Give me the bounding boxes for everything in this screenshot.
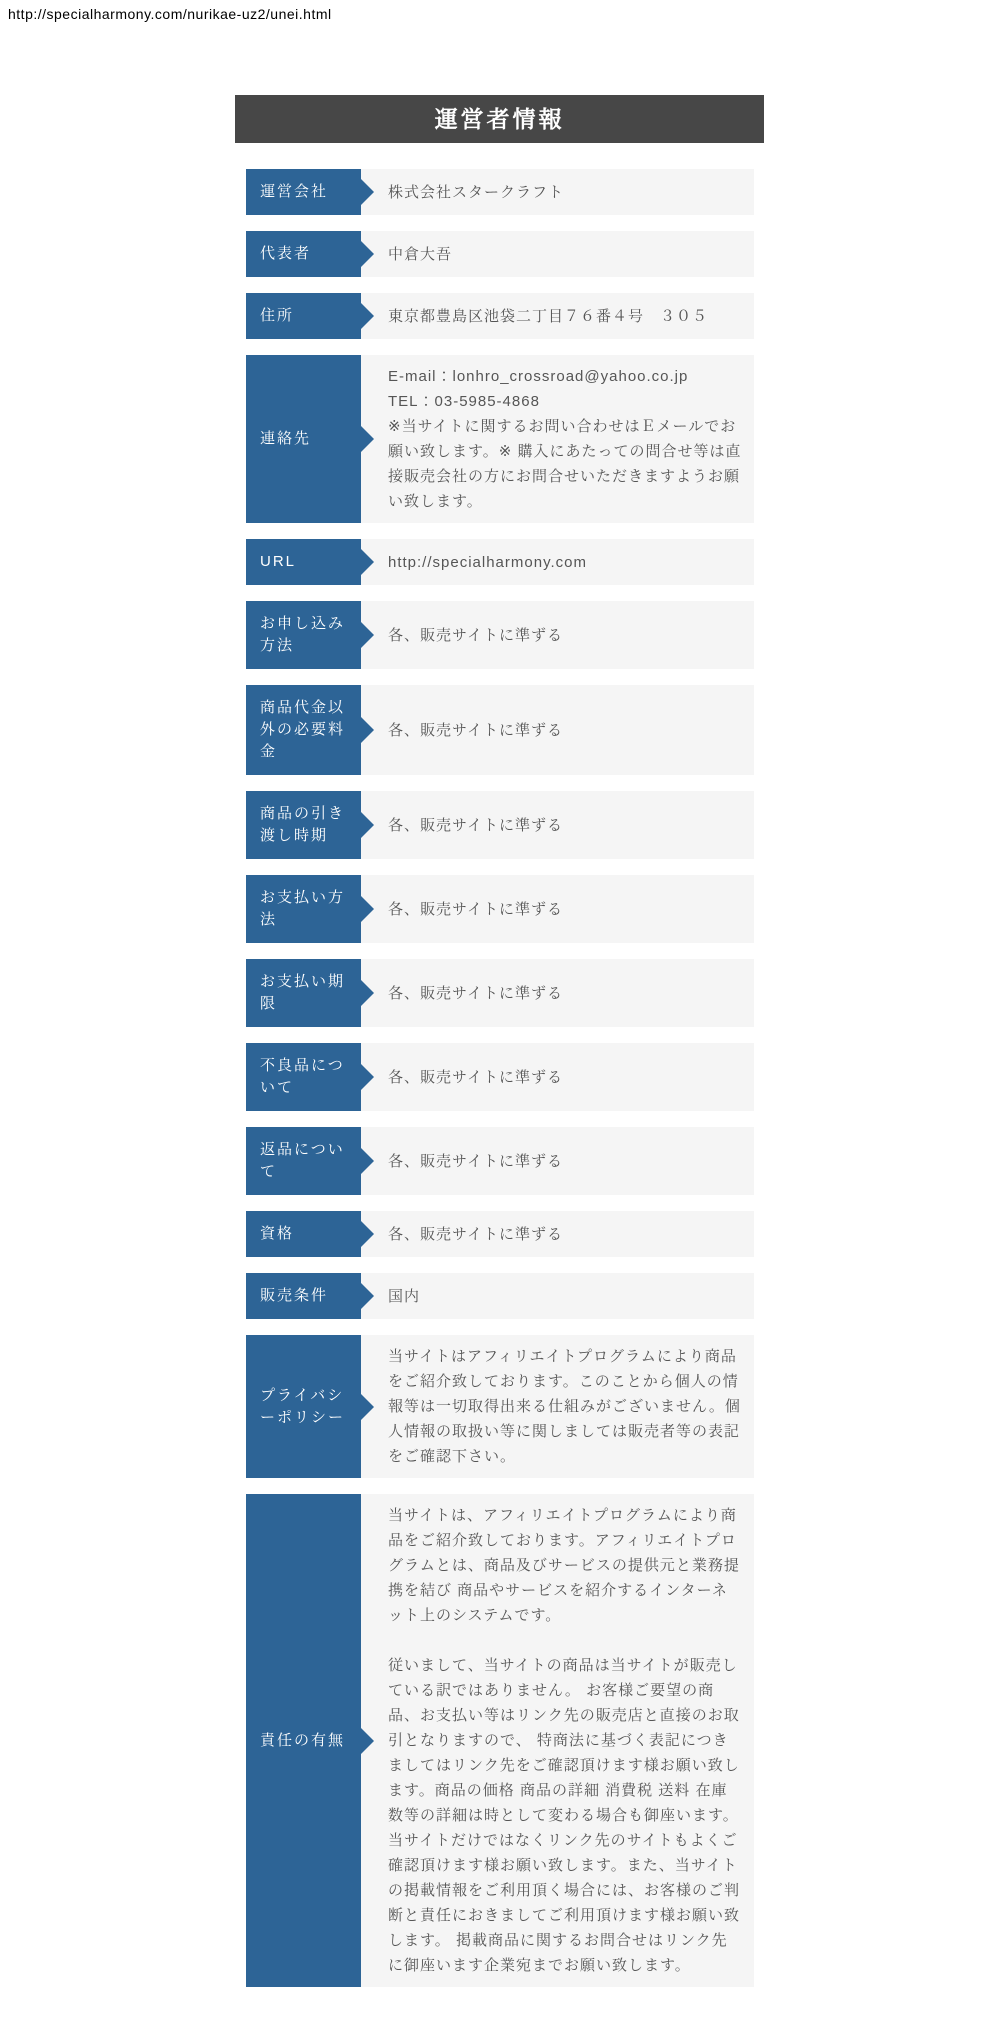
- info-row: [246, 685, 754, 775]
- arrow-right-icon: [361, 179, 374, 205]
- row-content: [361, 539, 754, 585]
- row-value-container: [388, 981, 742, 1006]
- row-label: [246, 169, 361, 215]
- row-value-container: [388, 550, 742, 575]
- row-label-text: お申し込み方法: [260, 615, 346, 654]
- row-label: [246, 1211, 361, 1257]
- row-value-paragraph: 当サイトは、アフィリエイトプログラムにより商品をご紹介致しております。アフィリエイトプログラムとは、商品及びサービスの提供元と業務提携を結び 商品やサービスを紹介するインターネット上のシステムです。: [388, 1507, 740, 1624]
- row-content: [361, 1335, 754, 1478]
- row-value-line: TEL：03-5985-4868: [388, 393, 540, 410]
- row-label: [246, 1273, 361, 1319]
- row-value-paragraph: 従いまして、当サイトの商品は当サイトが販売している訳ではありません。 お客様ご要望の商品、お支払い等はリンク先の販売店と直接のお取引となりますので、 特商法に基づく表記につきましてはリンク先をご確認頂けます様お願い致します。商品の価格 商品の詳細 消費税 送料 在庫数等の詳細は時として変わる場合も御座います。 当サイトだけではなくリンク先のサイトもよくご確認頂けます様お願い致します。また、当サイトの掲載情報をご利用頂く場合には、お客様のご判断と責任におきましてご利用頂けます様お願い致します。 掲載商品に関するお問合せはリンク先に御座います企業宛までお願い致します。: [388, 1657, 741, 1974]
- row-label-text: 販売条件: [260, 1287, 329, 1304]
- row-content: [361, 959, 754, 1027]
- row-value-container: [388, 813, 742, 838]
- row-label-text: 運営会社: [260, 183, 329, 200]
- row-value: 中倉大吾: [388, 245, 453, 263]
- url-caption: http://specialharmony.com/nurikae-uz2/unei.html: [8, 6, 332, 22]
- row-label: [246, 293, 361, 339]
- info-row: [246, 875, 754, 943]
- row-value: 国内: [388, 1287, 421, 1305]
- row-label-text: URL: [260, 553, 297, 570]
- row-value-container: [388, 897, 742, 922]
- row-label-text: プライバシーポリシー: [260, 1386, 346, 1426]
- row-value-container: [388, 623, 742, 648]
- row-label: [246, 601, 361, 669]
- arrow-right-icon: [361, 1283, 374, 1309]
- arrow-right-icon: [361, 622, 374, 648]
- arrow-right-icon: [361, 812, 374, 838]
- row-label: [246, 1127, 361, 1195]
- row-label: [246, 959, 361, 1027]
- row-content: [361, 1043, 754, 1111]
- row-label: [246, 875, 361, 943]
- info-row: [246, 1494, 754, 1987]
- row-content: [361, 355, 754, 523]
- row-value: 各、販売サイトに準ずる: [388, 1225, 563, 1243]
- row-value-container: [388, 1503, 742, 1978]
- row-value-container: [388, 718, 742, 743]
- row-content: [361, 1273, 754, 1319]
- row-label-text: 責任の有無: [260, 1731, 346, 1749]
- info-row: [246, 1043, 754, 1111]
- row-label-text: 商品代金以外の必要料金: [260, 699, 346, 760]
- info-row: [246, 293, 754, 339]
- info-row: [246, 1335, 754, 1478]
- row-value-container: [388, 1065, 742, 1090]
- row-value-line: E-mail：lonhro_crossroad@yahoo.co.jp: [388, 368, 689, 385]
- row-content: [361, 1211, 754, 1257]
- info-row: [246, 1127, 754, 1195]
- row-value-container: [388, 1284, 742, 1309]
- row-value: 各、販売サイトに準ずる: [388, 626, 563, 644]
- row-label-text: 不良品について: [260, 1057, 345, 1096]
- arrow-right-icon: [361, 1221, 374, 1247]
- arrow-right-icon: [361, 1728, 374, 1754]
- info-row: [246, 539, 754, 585]
- arrow-right-icon: [361, 717, 374, 743]
- row-label: [246, 1494, 361, 1987]
- row-label-text: お支払い期限: [260, 973, 346, 1012]
- row-label-text: 住所: [260, 307, 295, 324]
- info-row: [246, 355, 754, 523]
- row-value: 株式会社スタークラフト: [388, 183, 565, 201]
- info-row: [246, 959, 754, 1027]
- row-content: [361, 293, 754, 339]
- row-value-container: [388, 304, 742, 329]
- info-row: [246, 1211, 754, 1257]
- row-value: 各、販売サイトに準ずる: [388, 900, 563, 918]
- info-row: [246, 601, 754, 669]
- row-value: 各、販売サイトに準ずる: [388, 721, 563, 739]
- row-content: [361, 169, 754, 215]
- row-value: 各、販売サイトに準ずる: [388, 816, 563, 834]
- row-label: [246, 685, 361, 775]
- row-content: [361, 685, 754, 775]
- arrow-right-icon: [361, 303, 374, 329]
- row-value-container: [388, 242, 742, 267]
- row-value-container: [388, 1344, 742, 1469]
- arrow-right-icon: [361, 1064, 374, 1090]
- arrow-right-icon: [361, 426, 374, 452]
- arrow-right-icon: [361, 896, 374, 922]
- row-label: [246, 355, 361, 523]
- row-content: [361, 791, 754, 859]
- info-row: [246, 231, 754, 277]
- row-label: [246, 791, 361, 859]
- row-value: 当サイトはアフィリエイトプログラムにより商品をご紹介致しております。このことから個人の情報等は一切取得出来る仕組みがございません。個人情報の取扱い等に関しましては販売者等の表記をご確認下さい。: [388, 1348, 741, 1465]
- page-title: 運営者情報: [434, 106, 565, 132]
- info-board: [235, 95, 764, 2033]
- row-label-text: 資格: [260, 1225, 295, 1242]
- row-value: http://specialharmony.com: [388, 553, 587, 571]
- row-value: 東京都豊島区池袋二丁目７６番４号 ３０５: [388, 307, 709, 325]
- row-content: [361, 1494, 754, 1987]
- arrow-right-icon: [361, 1148, 374, 1174]
- row-value-container: [388, 1149, 742, 1174]
- row-content: [361, 231, 754, 277]
- arrow-right-icon: [361, 1394, 374, 1420]
- row-value-container: [388, 1222, 742, 1247]
- row-label-text: 商品の引き渡し時期: [260, 805, 346, 844]
- row-content: [361, 1127, 754, 1195]
- row-label: [246, 539, 361, 585]
- row-value-container: [388, 364, 742, 514]
- row-label-text: 返品について: [260, 1141, 345, 1180]
- row-label-text: お支払い方法: [260, 889, 346, 928]
- row-content: [361, 875, 754, 943]
- arrow-right-icon: [361, 980, 374, 1006]
- info-row: [246, 791, 754, 859]
- row-content: [361, 601, 754, 669]
- row-value-container: [388, 180, 742, 205]
- page-title-bar: [235, 95, 764, 143]
- row-label: [246, 1335, 361, 1478]
- row-label: [246, 231, 361, 277]
- arrow-right-icon: [361, 549, 374, 575]
- row-label-text: 連絡先: [260, 430, 312, 447]
- row-label-text: 代表者: [260, 245, 312, 262]
- info-rows: [235, 143, 764, 2033]
- arrow-right-icon: [361, 241, 374, 267]
- row-value-line: ※当サイトに関するお問い合わせはＥメールでお願い致します。※ 購入にあたっての問合せ等は直接販売会社の方にお問合せいただきますようお願い致します。: [388, 418, 742, 510]
- row-value: 各、販売サイトに準ずる: [388, 984, 563, 1002]
- info-row: [246, 1273, 754, 1319]
- row-value: 各、販売サイトに準ずる: [388, 1152, 563, 1170]
- row-value: 各、販売サイトに準ずる: [388, 1068, 563, 1086]
- info-row: [246, 169, 754, 215]
- row-label: [246, 1043, 361, 1111]
